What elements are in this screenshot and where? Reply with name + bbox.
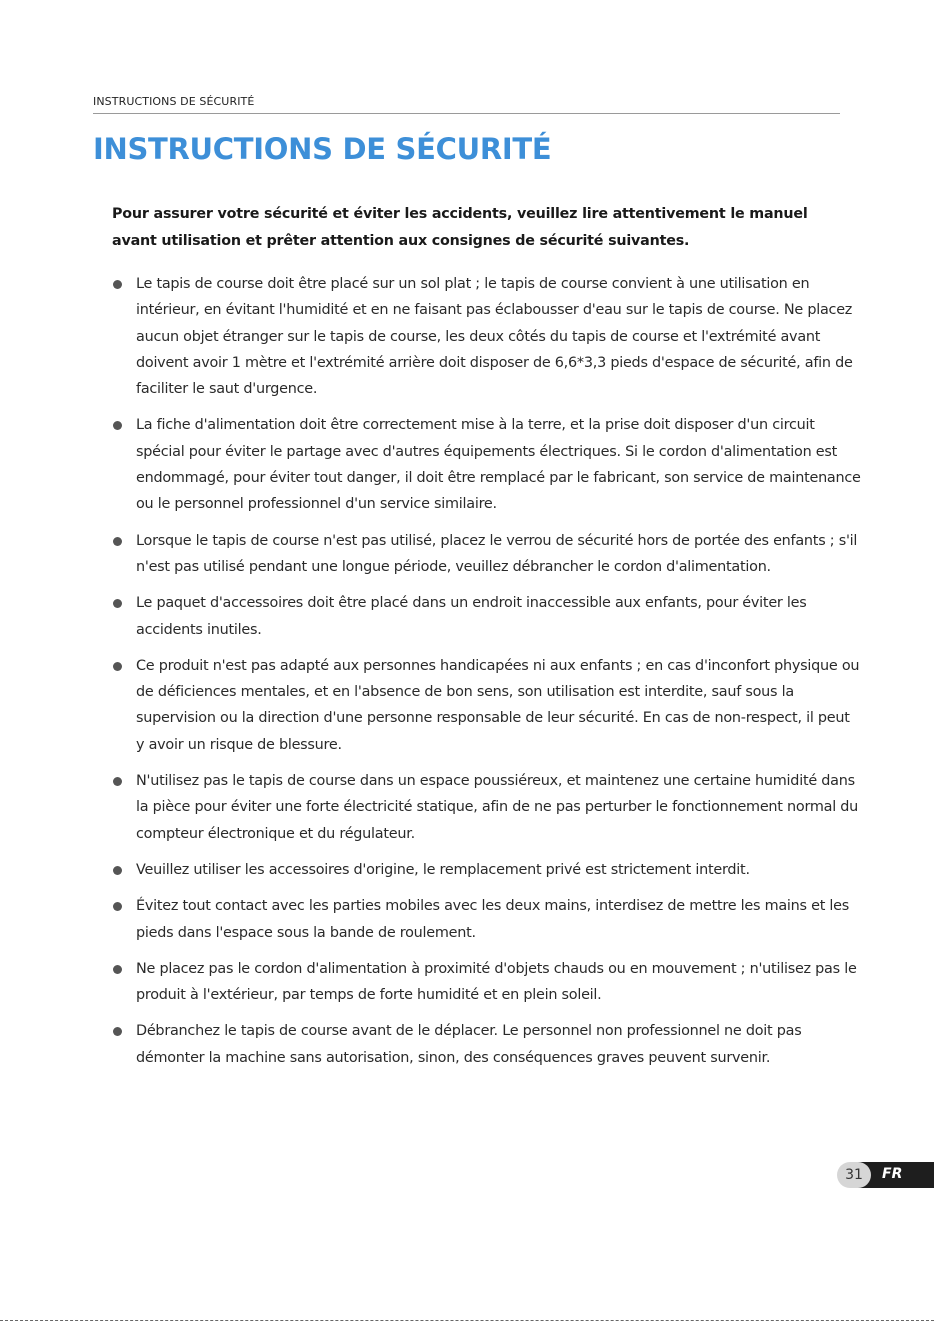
bullet-icon (113, 662, 122, 671)
list-item (112, 1018, 862, 1071)
bullet-icon (113, 777, 122, 786)
bottom-trim-line (0, 1320, 934, 1321)
page-tab (837, 1162, 934, 1188)
page-number: 31 (837, 1162, 871, 1188)
list-item-text: Veuillez utiliser les accessoires d'origine, le remplacement privé est strictement interdit. (136, 861, 750, 878)
list-item-text: Le tapis de course doit être placé sur un sol plat ; le tapis de course convient à une utilisation en intérieur, en évitant l'humidité et en ne faisant pas éclabousser d'eau sur le tapis de course. Ne placez aucun objet étranger sur le tapis de course, les deux côtés du tapis de course et l'extrémité avant doivent avoir 1 mètre et l'extrémité arrière doit disposer de 6,6*3,3 pieds d'espace de sécurité, afin de faciliter le saut d'urgence. (136, 276, 853, 398)
running-header: INSTRUCTIONS DE SÉCURITÉ (93, 95, 255, 108)
bullet-icon (113, 866, 122, 875)
list-item-text: Ce produit n'est pas adapté aux personnes handicapées ni aux enfants ; en cas d'inconfort physique ou de déficiences mentales, et en l'absence de bon sens, son utilisation est interdite, sauf sous la supervision ou la direction d'une personne responsable de leur sécurité. En cas de non-respect, il peut y avoir un risque de blessure. (136, 657, 860, 753)
bullet-icon (113, 280, 122, 289)
safety-instructions-list (112, 271, 862, 1081)
page-title: INSTRUCTIONS DE SÉCURITÉ (93, 132, 552, 166)
list-item-text: Lorsque le tapis de course n'est pas utilisé, placez le verrou de sécurité hors de portée des enfants ; s'il n'est pas utilisé pendant une longue période, veuillez débrancher le cordon d'alimentation. (136, 532, 858, 575)
list-item (112, 590, 862, 643)
list-item (112, 857, 862, 883)
list-item (112, 412, 862, 517)
bullet-icon (113, 599, 122, 608)
list-item-text: Le paquet d'accessoires doit être placé dans un endroit inaccessible aux enfants, pour éviter les accidents inutiles. (136, 595, 807, 638)
list-item-text: Débranchez le tapis de course avant de le déplacer. Le personnel non professionnel ne doit pas démonter la machine sans autorisation, sinon, des conséquences graves peuvent survenir. (136, 1023, 802, 1066)
header-divider (93, 113, 840, 114)
list-item (112, 653, 862, 758)
bullet-icon (113, 537, 122, 546)
bullet-icon (113, 1027, 122, 1036)
list-item (112, 768, 862, 847)
language-label: FR (882, 1166, 903, 1182)
list-item (112, 893, 862, 946)
bullet-icon (113, 421, 122, 430)
list-item-text: N'utilisez pas le tapis de course dans un espace poussiéreux, et maintenez une certaine humidité dans la pièce pour éviter une forte électricité statique, afin de ne pas perturber le fonctionnement normal du compteur électronique et du régulateur. (136, 773, 859, 842)
list-item-text: La fiche d'alimentation doit être correctement mise à la terre, et la prise doit disposer d'un circuit spécial pour éviter le partage avec d'autres équipements électriques. Si le cordon d'alimentation est endommagé, pour éviter tout danger, il doit être remplacé par le fabricant, son service de maintenance ou le personnel professionnel d'un service similaire. (136, 417, 861, 513)
bullet-icon (113, 965, 122, 974)
list-item-text: Évitez tout contact avec les parties mobiles avec les deux mains, interdisez de mettre les mains et les pieds dans l'espace sous la bande de roulement. (136, 898, 850, 941)
list-item (112, 271, 862, 402)
list-item (112, 956, 862, 1009)
list-item (112, 528, 862, 581)
bullet-icon (113, 902, 122, 911)
list-item-text: Ne placez pas le cordon d'alimentation à proximité d'objets chauds ou en mouvement ; n'utilisez pas le produit à l'extérieur, par temps de forte humidité et en plein soleil. (136, 960, 857, 1004)
intro-paragraph: Pour assurer votre sécurité et éviter les accidents, veuillez lire attentivement le manuel avant utilisation et prêter attention aux consignes de sécurité suivantes. (112, 206, 808, 249)
